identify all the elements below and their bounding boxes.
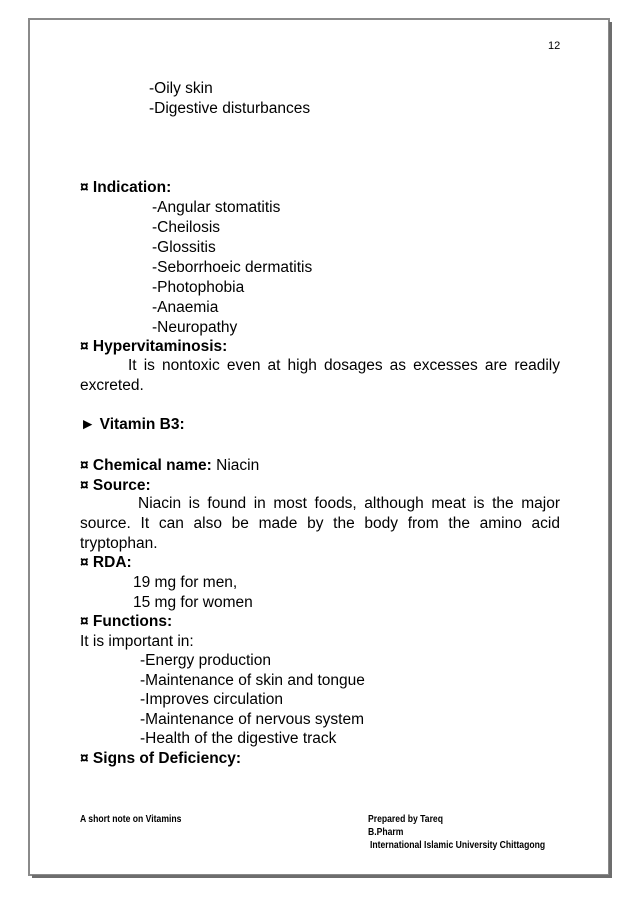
hypervitaminosis-heading: ¤ Hypervitaminosis: bbox=[80, 338, 228, 355]
deficiency-heading: ¤ Signs of Deficiency: bbox=[80, 750, 242, 767]
list-item: -Energy production bbox=[140, 652, 271, 669]
source-text: Niacin is found in most foods, although meat is the major source. It can also be made by the body from the amino acid tryptophan. bbox=[80, 495, 560, 552]
page-number: 12 bbox=[548, 40, 561, 52]
rda-item: 19 mg for men, bbox=[133, 574, 238, 591]
list-item: -Neuropathy bbox=[152, 319, 238, 336]
list-item: -Seborrhoeic dermatitis bbox=[152, 259, 313, 276]
list-item: -Improves circulation bbox=[140, 691, 283, 708]
list-item: -Glossitis bbox=[152, 239, 216, 256]
functions-intro: It is important in: bbox=[80, 633, 194, 650]
list-item: -Cheilosis bbox=[152, 219, 221, 236]
footer-author: Prepared by Tareq bbox=[368, 813, 443, 825]
list-item: -Angular stomatitis bbox=[152, 199, 281, 216]
footer-degree: B.Pharm bbox=[368, 826, 404, 838]
footer-institution: International Islamic University Chittagong bbox=[370, 839, 546, 851]
rda-heading: ¤ RDA: bbox=[80, 554, 132, 571]
hypervitaminosis-text: It is nontoxic even at high dosages as excesses are readily excreted. bbox=[80, 357, 560, 394]
functions-heading: ¤ Functions: bbox=[80, 613, 173, 630]
list-item: -Maintenance of skin and tongue bbox=[140, 672, 365, 689]
source-heading: ¤ Source: bbox=[80, 477, 151, 494]
rda-item: 15 mg for women bbox=[133, 594, 253, 611]
chemical-name: ¤ Chemical name: Niacin bbox=[80, 457, 260, 474]
list-item: -Health of the digestive track bbox=[140, 730, 337, 747]
list-item: -Digestive disturbances bbox=[149, 100, 311, 117]
footer-left: A short note on Vitamins bbox=[80, 813, 182, 825]
list-item: -Oily skin bbox=[149, 80, 213, 97]
list-item: -Photophobia bbox=[152, 279, 245, 296]
vitamin-b3-heading: ► Vitamin B3: bbox=[80, 416, 185, 433]
list-item: -Maintenance of nervous system bbox=[140, 711, 364, 728]
indication-heading: ¤ Indication: bbox=[80, 179, 172, 196]
list-item: -Anaemia bbox=[152, 299, 219, 316]
